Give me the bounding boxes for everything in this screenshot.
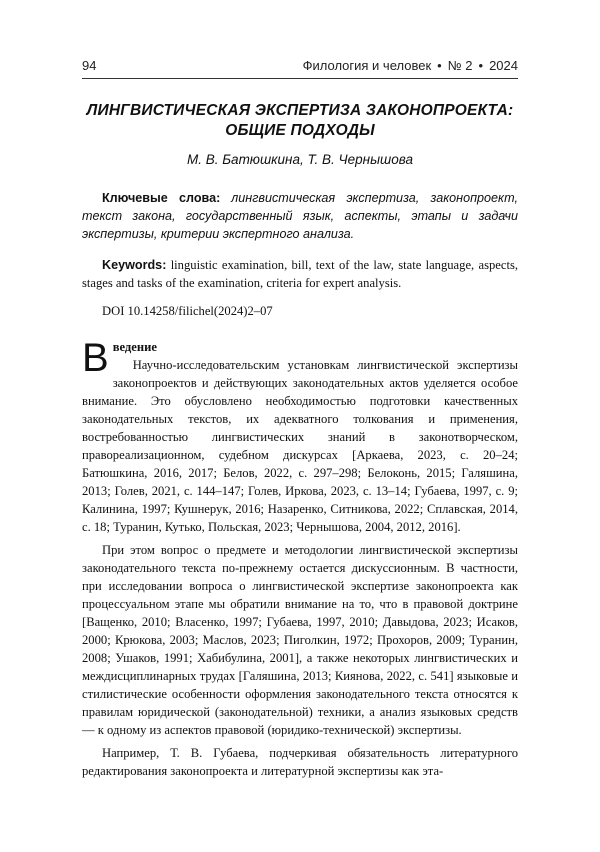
bullet-separator: • <box>478 58 484 73</box>
issue-number: № 2 <box>447 58 473 73</box>
paragraph-3: Например, Т. В. Губаева, подчеркивая обязательность литературного редактирования законопроекта и литературной экспертизы как эта- <box>82 746 518 779</box>
keywords-ru-label: Ключевые слова: <box>102 191 221 205</box>
keywords-en <box>82 256 518 292</box>
journal-info <box>303 58 518 73</box>
journal-name: Филология и человек <box>302 58 432 73</box>
page <box>82 58 518 780</box>
running-head <box>82 58 518 79</box>
paragraph-2: При этом вопрос о предмете и методологии лингвистической экспертизы законодательного текста по-прежнему остается дискуссионным. В частности, при исследовании вопроса о лингвистической экспертизе законопроекта как процессуальном этапе мы обратили внимание на то, что в правовой доктрине [Ващенко, 2010; Власенко, 1997; Губаева, 1997, 2010; Давыдова, 2023; Исаков, 2000; Крюкова, 2003; Маслов, 2023; Пиголкин, 1972; Прохоров, 2009; Туранин, 2008; Ушаков, 1991; Хабибулина, 2001], а также некоторых лингвистических и междисциплинарных трудах [Галяшина, 2013; Киянова, 2022, с. 541] языковые и стилистические особенности оформления законодательного текста относятся к правилам юридической (законодательной) техники, а анализ языковых средств — к одному из аспектов правовой (юридико-технической) экспертизы. <box>82 543 518 738</box>
doi: DOI 10.14258/filichel(2024)2–07 <box>102 304 273 319</box>
authors: М. В. Батюшкина, Т. В. Чернышова <box>187 152 413 167</box>
page-number: 94 <box>82 58 97 73</box>
keywords-en-text: linguistic examination, bill, text of the law, state language, aspects, stages and tasks of the examination, criteria for expert analysis. <box>82 257 518 290</box>
journal-year: 2024 <box>489 58 518 73</box>
title-line-1: ЛИНГВИСТИЧЕСКАЯ ЭКСПЕРТИЗА ЗАКОНОПРОЕКТА: <box>86 102 514 119</box>
introduction-section <box>82 336 518 780</box>
article-title <box>82 101 518 141</box>
keywords-ru <box>82 189 518 243</box>
section-heading: ведение <box>112 340 157 355</box>
title-line-2: ОБЩИЕ ПОДХОДЫ <box>225 122 375 139</box>
drop-cap: В <box>82 336 109 381</box>
keywords-en-label: Keywords: <box>102 257 167 272</box>
paragraph-1: Научно-исследовательским установкам лингвистической экспертизы законопроектов и действующих законодательных актов уделяется особое внимание. Это обусловлено необходимостью подготовки качественных законодательных текстов, их адекватного толкования и применения, востребованностью лингвистических знаний в законотворческом, правореализационном, судебном дискурсах [Аркаева, 2023, с. 20–24; Батюшкина, 2016, 2017; Белов, 2022, с. 297–298; Белоконь, 2015; Галяшина, 2013; Голев, 2021, с. 144–147; Голев, Иркова, 2023, с. 13–14; Губаева, 1997, с. 9; Калинина, 1997; Кушнерук, 2016; Назаренко, Ситникова, 2022; Сплавская, 2014, с. 18; Туранин, Кутько, Польская, 2023; Чернышова, 2004, 2012, 2016]. <box>82 358 518 535</box>
bullet-separator: • <box>437 58 442 73</box>
keywords-ru-text: лингвистическая экспертиза, законопроект, текст закона, государственный язык, аспекты, этапы и задачи экспертизы, критерии экспертного анализа. <box>82 191 518 241</box>
